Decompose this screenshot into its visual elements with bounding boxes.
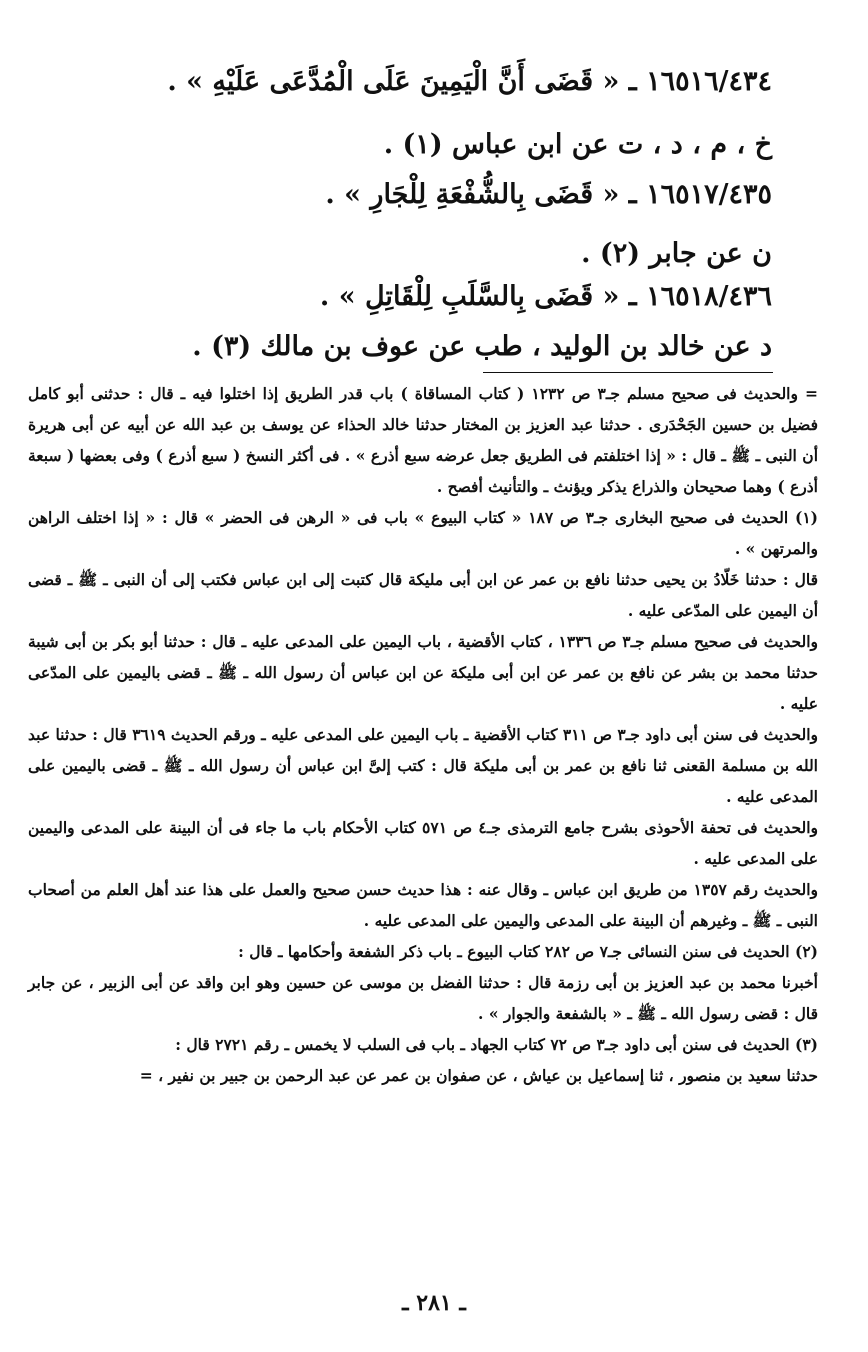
footnote-3: (٣) الحديث فى سنن أبى داود جـ٣ ص ٧٢ كتاب الجهاد ـ باب فى السلب لا يخمس ـ رقم ٢٧٢١ قال : — [175, 1035, 818, 1054]
footnote-1: (١) الحديث فى صحيح البخارى جـ٣ ص ١٨٧ « كتاب البيوع » باب فى « الرهن فى الحضر » قال : « إذا اختلف الراهن والمرتهن » . — [28, 508, 818, 558]
hadith-entry-434: ١٦٥١٦/٤٣٤ ـ « قَضَى أَنَّ الْيَمِينَ عَلَى الْمُدَّعَى عَلَيْهِ » . — [167, 66, 772, 97]
hadith-source-434: خ ، م ، د ، ت عن ابن عباس (١) . — [383, 129, 772, 160]
footnote-2: (٢) الحديث فى سنن النسائى جـ٧ ص ٢٨٢ كتاب البيوع ـ باب ذكر الشفعة وأحكامها ـ قال : — [238, 942, 818, 961]
hadith-source-436: د عن خالد بن الوليد ، طب عن عوف بن مالك (٣) . — [192, 331, 772, 362]
footnote-divider — [483, 372, 773, 373]
hadith-source-435: ن عن جابر (٢) . — [581, 238, 772, 269]
footnotes — [28, 378, 818, 1091]
footnote-2-nasai: أخبرنا محمد بن عبد العزيز بن أبى رزمة قال : حدثنا الفضل بن موسى عن حسين وهو ابن واقد عن أبى الزبير ، عن جابر قال : قضى رسول الله ـ ﷺ ـ « بالشفعة والجوار » . — [28, 973, 818, 1023]
footnote-3-chain: حدثنا سعيد بن منصور ، ثنا إسماعيل بن عياش ، عن صفوان بن عمر عن عبد الرحمن بن جبير بن نفير ، = — [139, 1066, 818, 1085]
footnote-1-tirmidhi: والحديث رقم ١٣٥٧ من طريق ابن عباس ـ وقال عنه : هذا حديث حسن صحيح والعمل على هذا عند أهل العلم من أصحاب النبى ـ ﷺ ـ وغيرهم أن البينة على المدعى واليمين على المدعى عليه . — [28, 880, 818, 930]
hadith-entries — [60, 66, 772, 362]
footnote-1-abudawud: والحديث فى سنن أبى داود جـ٣ ص ٣١١ كتاب الأقضية ـ باب اليمين على المدعى عليه ـ ورقم الحديث ٣٦١٩ قال : حدثنا عبد الله بن مسلمة القعنى ثنا نافع بن عمر بن أبى مليكة قال : كتب إلىَّ ابن عباس أن رسول الله ـ ﷺ ـ قضى باليمين على المدعى عليه . — [28, 725, 818, 806]
footnote-1-bukhari: قال : حدثنا خَلّادُ بن يحيى حدثنا نافع بن عمر عن ابن أبى مليكة قال كتبت إلى ابن عباس فكتب إلى أن النبى ـ ﷺ ـ قضى أن اليمين على المدّعى عليه . — [28, 570, 818, 620]
hadith-entry-436: ١٦٥١٨/٤٣٦ ـ « قَضَى بِالسَّلَبِ لِلْقَاتِلِ » . — [319, 281, 772, 312]
page-number: ـ ٢٨١ ـ — [402, 1290, 466, 1316]
footnote-1-muslim: والحديث فى صحيح مسلم جـ٣ ص ١٣٣٦ ، كتاب الأقضية ، باب اليمين على المدعى عليه ـ قال : حدثنا أبو بكر بن أبى شيبة حدثنا محمد بن بشر عن نافع بن عمر عن ابن أبى مليكة عن ابن عباس أن رسول الله ـ ﷺ ـ قضى باليمين على المدّعى عليه . — [28, 632, 818, 713]
footnote-1-tuhfa: والحديث فى تحفة الأحوذى بشرح جامع الترمذى جـ٤ ص ٥٧١ كتاب الأحكام باب ما جاء فى أن البينة على المدعى واليمين على المدعى عليه . — [28, 818, 818, 868]
hadith-entry-435: ١٦٥١٧/٤٣٥ ـ « قَضَى بِالشُّفْعَةِ لِلْجَارِ » . — [325, 179, 772, 210]
footnote-continuation: = والحديث فى صحيح مسلم جـ٣ ص ١٢٣٢ ( كتاب المساقاة ) باب قدر الطريق إذا اختلوا فيه ـ قال : حدثنى أبو كامل فضيل بن حسين الجَحْدَرى . حدثنا عبد العزيز بن المختار حدثنا خالد الحذاء عن يوسف بن عبد الله عن أبيه عن أبى هريرة أن النبى ـ ﷺ ـ قال : « إذا اختلفتم فى الطريق جعل عرضه سبع أذرع » . فى أكثر النسخ ( سبع أذرع ) وفى بعضها ( سبعة أذرع ) وهما صحيحان والذراع يذكر ويؤنث ـ والتأنيث أفصح . — [28, 384, 818, 496]
